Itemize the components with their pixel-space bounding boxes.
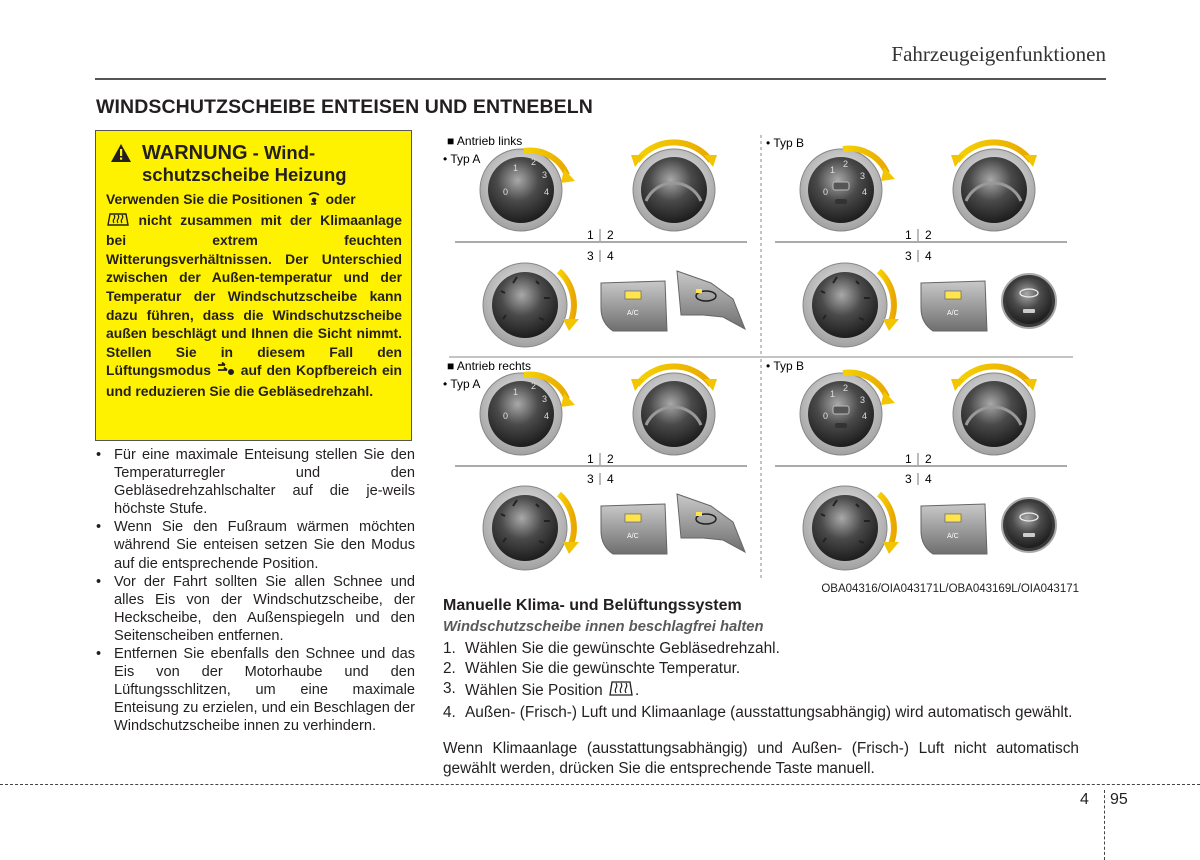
section-subheading: Windschutzscheibe innen beschlagfrei halten: [443, 619, 764, 635]
knob-digit: 1: [830, 389, 836, 399]
ac-button: [601, 281, 667, 331]
recirculation-button: [1002, 274, 1056, 328]
page-title: WINDSCHUTZSCHEIBE ENTEISEN UND ENTNEBELN: [96, 96, 593, 118]
step-text: Wählen Sie die gewünschte Temperatur.: [465, 660, 741, 677]
warning-body-part1: Verwenden Sie die Positionen: [106, 191, 303, 207]
defrost-icon: [106, 212, 130, 232]
knob-digit: 0: [823, 187, 829, 197]
mode-knob: [483, 263, 579, 347]
defrost-icon: [607, 679, 635, 703]
ac-button-text: A/C: [947, 310, 959, 317]
knob-digit: 3: [542, 170, 548, 180]
recirculation-button: [677, 494, 745, 552]
label-type-a: • Typ A: [443, 152, 481, 166]
mode-knob: [803, 486, 899, 570]
warning-body-part3: nicht zusammen mit der Klimaanlage bei extrem feuchten Witterungsverhältnissen. Der Unterschied zwischen der Außen-temperatur und der Temperatur der Windschutzscheibe kann dazu führen, dass die Windschutzscheibe außen beschlägt und Ihnen die Sicht nimmt. Stellen Sie in diesem Fall den Lüftungsmodus: [106, 211, 402, 379]
position-number: 1: [587, 452, 594, 466]
knob-digit: 2: [531, 157, 537, 167]
recirculation-button: [677, 271, 745, 329]
list-item: [443, 639, 1079, 659]
defrost-floor-mode-icon: [307, 192, 322, 211]
knob-digit: 1: [513, 387, 519, 397]
warning-body-part4: auf den Kopfbereich ein und reduzieren Sie die Gebläsedrehzahl.: [106, 362, 403, 399]
position-number: 4: [925, 472, 932, 486]
knob-digit: 3: [860, 171, 866, 181]
ac-button-text: A/C: [627, 310, 639, 317]
position-number: 2: [607, 452, 614, 466]
list-item: • Entfernen Sie ebenfalls den Schnee und das Eis von der Motorhaube und den Lüftungsschlitzen, um eine maximale Enteisung zu erzielen, und ein Beschlagen der Windschutzscheibe innen zu verhindern.: [92, 645, 415, 735]
ac-button: [921, 281, 987, 331]
position-number: 1: [905, 452, 912, 466]
arrow-head-icon: [563, 319, 579, 331]
position-number: 2: [925, 452, 932, 466]
warning-body-part2: oder: [325, 191, 356, 207]
label-drive-left: ■ Antrieb links: [447, 134, 523, 148]
temperature-knob: [951, 142, 1037, 231]
knob-digit: 4: [862, 411, 868, 421]
step-text: Wählen Sie Position: [465, 682, 603, 699]
recirculation-button: [1002, 498, 1056, 552]
arrow-head-icon: [883, 542, 899, 554]
footer-rule: [0, 784, 1200, 785]
position-number: 4: [607, 472, 614, 486]
knob-digit: 3: [860, 395, 866, 405]
list-item: • Wenn Sie den Fußraum wärmen möchten während Sie enteisen setzen Sie den Modus auf die entsprechende Position.: [92, 518, 415, 572]
label-type-b: • Typ B: [766, 359, 804, 373]
step-text: Wählen Sie die gewünschte Gebläsedrehzahl.: [465, 640, 780, 657]
header-rule: [95, 78, 1106, 80]
knob-digit: 0: [823, 411, 829, 421]
panel-bottom-left: [443, 359, 745, 570]
position-number: 2: [925, 228, 932, 242]
ac-button-text: A/C: [947, 533, 959, 540]
knob-digit: 4: [544, 411, 550, 421]
warning-body: [106, 190, 402, 401]
step-number: 3.: [443, 680, 456, 697]
ac-button: [601, 504, 667, 554]
ac-button: [921, 504, 987, 554]
section-header: Fahrzeugeigenfunktionen: [891, 42, 1106, 66]
warning-heading: [142, 142, 404, 186]
closing-paragraph: Wenn Klimaanlage (ausstattungsabhängig) und Außen- (Frisch-) Luft nicht automatisch gewählt werden, drücken Sie die entsprechende Taste manuell.: [443, 740, 1079, 777]
knob-digit: 0: [503, 187, 509, 197]
warning-heading-part: - Wind-: [247, 142, 316, 163]
knob-digit: 4: [862, 187, 868, 197]
face-vent-mode-icon: [216, 362, 236, 382]
position-number: 3: [587, 249, 594, 263]
section-heading: Manuelle Klima- und Belüftungssystem: [443, 597, 742, 614]
position-number: 3: [587, 472, 594, 486]
step-text: Außen- (Frisch-) Luft und Klimaanlage (ausstattungsabhängig) wird automatisch gewählt.: [465, 704, 1073, 721]
figure-caption: OBA04316/OIA043171L/OBA043169L/OIA043171: [821, 583, 1079, 595]
climate-control-illustration: [441, 133, 1081, 580]
steps-list: [443, 639, 1079, 723]
label-type-b: • Typ B: [766, 136, 804, 150]
fan-speed-knob: [800, 372, 895, 455]
label-type-a: • Typ A: [443, 377, 481, 391]
knob-digit: 2: [843, 159, 849, 169]
page-separator: [1104, 790, 1105, 860]
knob-digit: 3: [542, 394, 548, 404]
temperature-knob: [631, 366, 717, 455]
knob-digit: 0: [503, 411, 509, 421]
warning-box: [95, 130, 412, 441]
step-number: 1.: [443, 640, 456, 657]
temperature-knob: [951, 366, 1037, 455]
arrow-head-icon: [563, 542, 579, 554]
page-number: 95: [1110, 791, 1128, 808]
position-number: 2: [607, 228, 614, 242]
ac-button-text: A/C: [627, 533, 639, 540]
warning-triangle-icon: [110, 143, 132, 168]
chapter-number: 4: [1080, 791, 1089, 808]
knob-digit: 1: [830, 165, 836, 175]
list-item: [443, 679, 1079, 703]
knob-digit: 4: [544, 187, 550, 197]
mode-knob: [803, 263, 899, 347]
list-item: [443, 703, 1079, 723]
fan-speed-knob: [480, 373, 575, 455]
position-number: 1: [905, 228, 912, 242]
position-number: 4: [607, 249, 614, 263]
step-text-after: .: [635, 682, 640, 699]
fan-speed-knob: [480, 149, 575, 231]
warning-heading-sub: schutzscheibe Heizung: [142, 164, 347, 185]
step-number: 4.: [443, 704, 456, 721]
step-number: 2.: [443, 660, 456, 677]
position-number: 3: [905, 249, 912, 263]
knob-digit: 2: [843, 383, 849, 393]
label-drive-right: ■ Antrieb rechts: [447, 359, 531, 373]
fan-speed-knob: [800, 148, 895, 231]
list-item: • Vor der Fahrt sollten Sie allen Schnee und alles Eis von der Windschutzscheibe, der Heckscheibe, den Außenspiegeln und den Seitenscheiben entfernen.: [92, 573, 415, 645]
knob-digit: 1: [513, 163, 519, 173]
climate-control-figure: [441, 133, 1081, 580]
position-number: 1: [587, 228, 594, 242]
warning-label: WARNUNG: [142, 142, 248, 164]
list-item: • Für eine maximale Enteisung stellen Sie den Temperaturregler und den Gebläsedrehzahlschalter auf die je-weils höchste Stufe.: [92, 446, 415, 518]
knob-digit: 2: [531, 381, 537, 391]
position-number: 3: [905, 472, 912, 486]
mode-knob: [483, 486, 579, 570]
position-number: 4: [925, 249, 932, 263]
arrow-head-icon: [883, 319, 899, 331]
list-item: [443, 659, 1079, 679]
panel-bottom-right: [766, 359, 1056, 570]
temperature-knob: [631, 142, 717, 231]
left-bullet-list: [92, 446, 415, 736]
panel-top-left: [443, 134, 745, 347]
